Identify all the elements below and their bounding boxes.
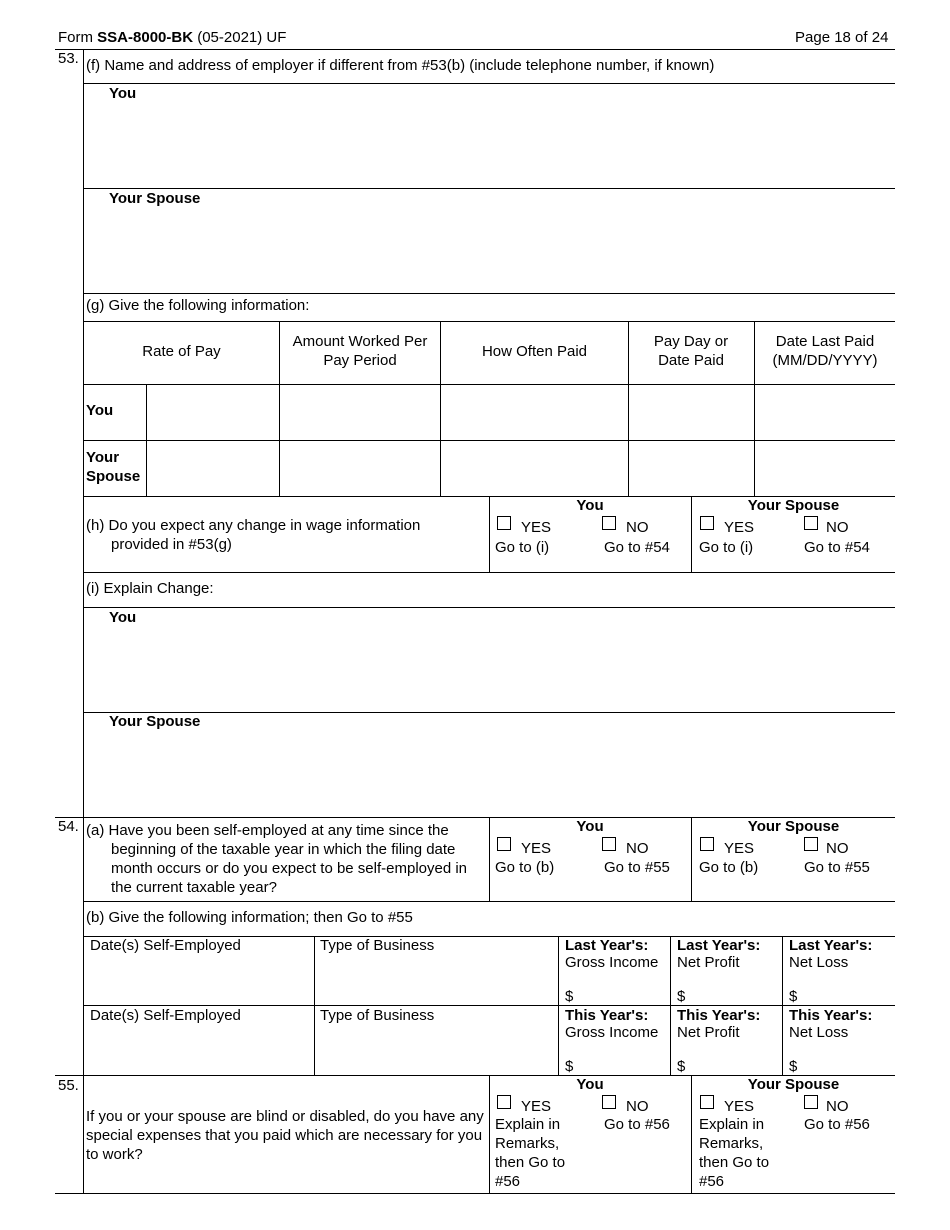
54a-spouse-yes-goto: Go to (b) bbox=[699, 859, 759, 876]
question-54a-line2: beginning of the taxable year in which the filing date bbox=[111, 841, 456, 858]
54b-last-loss-label: Net Loss bbox=[789, 954, 849, 971]
55-you-yes-checkbox[interactable] bbox=[497, 1095, 511, 1109]
54b-this-gross-field[interactable] bbox=[575, 1056, 669, 1074]
54a-you-no-label: NO bbox=[626, 840, 649, 857]
54b-last-type-field[interactable] bbox=[315, 956, 557, 1004]
54b-last-dates-field[interactable] bbox=[84, 956, 313, 1004]
53h-you-yes-goto: Go to (i) bbox=[495, 539, 550, 556]
54b-this-loss-dollar: $ bbox=[789, 1058, 798, 1075]
bottom-rule bbox=[55, 1193, 895, 1194]
54b-this-loss-field[interactable] bbox=[799, 1056, 894, 1074]
54a-you-yes-checkbox[interactable] bbox=[497, 837, 511, 851]
54b-this-type-field[interactable] bbox=[315, 1026, 557, 1074]
54b-last-loss-field[interactable] bbox=[799, 986, 894, 1004]
question-54b-label: (b) Give the following information; then Go to #55 bbox=[86, 909, 413, 926]
55-you-no-checkbox[interactable] bbox=[602, 1095, 616, 1109]
54b-last-profit-field[interactable] bbox=[687, 986, 781, 1004]
53h-spouse-no-goto: Go to #54 bbox=[804, 539, 870, 556]
54b-this-gross-label: Gross Income bbox=[565, 1024, 659, 1041]
53g-row-spouse: Your Spouse bbox=[86, 449, 141, 485]
54b-this-gross-dollar: $ bbox=[565, 1058, 574, 1075]
question-55-text: If you or your spouse are blind or disabled, do you have any special expenses that you paid which are necessary for you to work? bbox=[86, 1108, 484, 1163]
54a-you-no-goto: Go to #55 bbox=[604, 859, 670, 876]
53h-spouse-yes-checkbox[interactable] bbox=[700, 516, 714, 530]
53h-you-no-label: NO bbox=[626, 519, 649, 536]
55-you-yes-goto: Explain in Remarks, then Go to #56 bbox=[495, 1116, 566, 1190]
54b-last-gross-header: Last Year's: bbox=[565, 937, 649, 954]
53h-you-yes-checkbox[interactable] bbox=[497, 516, 511, 530]
54b-last-gross-dollar: $ bbox=[565, 988, 574, 1005]
55-spouse-yes-checkbox[interactable] bbox=[700, 1095, 714, 1109]
53f-you-label: You bbox=[109, 85, 137, 102]
54b-last-gross-label: Gross Income bbox=[565, 954, 659, 971]
55-spouse-no-checkbox[interactable] bbox=[804, 1095, 818, 1109]
53g-spouse-rate[interactable] bbox=[147, 441, 278, 495]
54b-last-gross-field[interactable] bbox=[575, 986, 669, 1004]
question-53-number: 53. bbox=[58, 50, 79, 67]
53g-spouse-amount[interactable] bbox=[280, 441, 439, 495]
54b-last-type-label: Type of Business bbox=[320, 937, 435, 954]
header-rule bbox=[55, 49, 895, 50]
54b-this-dates-label: Date(s) Self-Employed bbox=[90, 1007, 241, 1024]
53h-you-no-goto: Go to #54 bbox=[604, 539, 670, 556]
col-date-last-paid: Date Last Paid (MM/DD/YYYY) bbox=[772, 333, 878, 369]
53g-row-you: You bbox=[86, 402, 114, 419]
53h-spouse-header: Your Spouse bbox=[747, 497, 840, 514]
question-54a-line1: (a) Have you been self-employed at any time since the bbox=[86, 822, 449, 839]
col-amount-worked: Amount Worked Per Pay Period bbox=[292, 333, 428, 369]
54a-spouse-yes-label: YES bbox=[724, 840, 755, 857]
53f-spouse-field[interactable] bbox=[84, 189, 894, 293]
question-53g-label: (g) Give the following information: bbox=[86, 297, 310, 314]
53g-you-how-often[interactable] bbox=[441, 385, 627, 439]
55-spouse-no-label: NO bbox=[826, 1098, 849, 1115]
55-you-yes-label: YES bbox=[521, 1098, 552, 1115]
question-55-number: 55. bbox=[58, 1077, 79, 1094]
53g-you-pay-day[interactable] bbox=[629, 385, 753, 439]
53g-spouse-date-last[interactable] bbox=[755, 441, 894, 495]
54b-this-dates-field[interactable] bbox=[84, 1026, 313, 1074]
54b-this-type-label: Type of Business bbox=[320, 1007, 435, 1024]
54a-you-header: You bbox=[576, 818, 604, 835]
form-title: Form SSA-8000-BK (05-2021) UF bbox=[58, 29, 287, 46]
question-53h-label-cont: provided in #53(g) bbox=[111, 536, 232, 553]
54a-spouse-no-label: NO bbox=[826, 840, 849, 857]
54b-this-profit-label: Net Profit bbox=[677, 1024, 740, 1041]
53i-you-field[interactable] bbox=[84, 608, 894, 712]
55-you-header: You bbox=[576, 1076, 604, 1093]
54b-this-profit-header: This Year's: bbox=[677, 1007, 761, 1024]
55-spouse-header: Your Spouse bbox=[747, 1076, 840, 1093]
55-you-no-label: NO bbox=[626, 1098, 649, 1115]
53f-you-field[interactable] bbox=[84, 84, 894, 188]
col-pay-day: Pay Day or Date Paid bbox=[653, 333, 729, 369]
54b-this-gross-header: This Year's: bbox=[565, 1007, 649, 1024]
53g-you-rate[interactable] bbox=[147, 385, 278, 439]
53h-you-yes-label: YES bbox=[521, 519, 552, 536]
53h-spouse-yes-goto: Go to (i) bbox=[699, 539, 754, 556]
question-54-number: 54. bbox=[58, 818, 79, 835]
54b-this-loss-header: This Year's: bbox=[789, 1007, 873, 1024]
53h-spouse-no-label: NO bbox=[826, 519, 849, 536]
55-spouse-yes-goto: Explain in Remarks, then Go to #56 bbox=[699, 1116, 770, 1190]
54b-last-loss-header: Last Year's: bbox=[789, 937, 873, 954]
col-rate-of-pay: Rate of Pay bbox=[142, 343, 221, 360]
53i-spouse-field[interactable] bbox=[84, 713, 894, 817]
53g-spouse-how-often[interactable] bbox=[441, 441, 627, 495]
55-you-no-goto: Go to #56 bbox=[604, 1116, 670, 1133]
53g-you-amount[interactable] bbox=[280, 385, 439, 439]
54a-spouse-header: Your Spouse bbox=[747, 818, 840, 835]
53g-you-date-last[interactable] bbox=[755, 385, 894, 439]
53f-spouse-label: Your Spouse bbox=[109, 190, 201, 207]
54a-you-yes-goto: Go to (b) bbox=[495, 859, 555, 876]
55-spouse-no-goto: Go to #56 bbox=[804, 1116, 870, 1133]
54a-spouse-no-goto: Go to #55 bbox=[804, 859, 870, 876]
53g-spouse-pay-day[interactable] bbox=[629, 441, 753, 495]
53h-you-no-checkbox[interactable] bbox=[602, 516, 616, 530]
54b-last-profit-dollar: $ bbox=[677, 988, 686, 1005]
question-54a-line3: month occurs or do you expect to be self-employed in bbox=[111, 860, 468, 877]
53h-you-header: You bbox=[576, 497, 604, 514]
54b-this-loss-label: Net Loss bbox=[789, 1024, 849, 1041]
54b-last-loss-dollar: $ bbox=[789, 988, 798, 1005]
question-53f-label: (f) Name and address of employer if different from #53(b) (include telephone number, if known) bbox=[86, 57, 715, 74]
55-spouse-yes-label: YES bbox=[724, 1098, 755, 1115]
53h-spouse-no-checkbox[interactable] bbox=[804, 516, 818, 530]
53i-spouse-label: Your Spouse bbox=[109, 713, 201, 730]
54a-spouse-yes-checkbox[interactable] bbox=[700, 837, 714, 851]
54a-spouse-no-checkbox[interactable] bbox=[804, 837, 818, 851]
page-number: Page 18 of 24 bbox=[795, 29, 889, 46]
54b-last-profit-label: Net Profit bbox=[677, 954, 740, 971]
question-53i-label: (i) Explain Change: bbox=[86, 580, 214, 597]
54b-this-profit-field[interactable] bbox=[687, 1056, 781, 1074]
col-how-often-paid: How Often Paid bbox=[481, 343, 588, 360]
54a-you-no-checkbox[interactable] bbox=[602, 837, 616, 851]
54b-this-profit-dollar: $ bbox=[677, 1058, 686, 1075]
54b-last-profit-header: Last Year's: bbox=[677, 937, 761, 954]
54a-you-yes-label: YES bbox=[521, 840, 552, 857]
question-54a-line4: the current taxable year? bbox=[111, 879, 277, 896]
53i-you-label: You bbox=[109, 609, 137, 626]
54b-last-dates-label: Date(s) Self-Employed bbox=[90, 937, 241, 954]
question-53h-label: (h) Do you expect any change in wage information bbox=[86, 517, 421, 534]
53h-spouse-yes-label: YES bbox=[724, 519, 755, 536]
